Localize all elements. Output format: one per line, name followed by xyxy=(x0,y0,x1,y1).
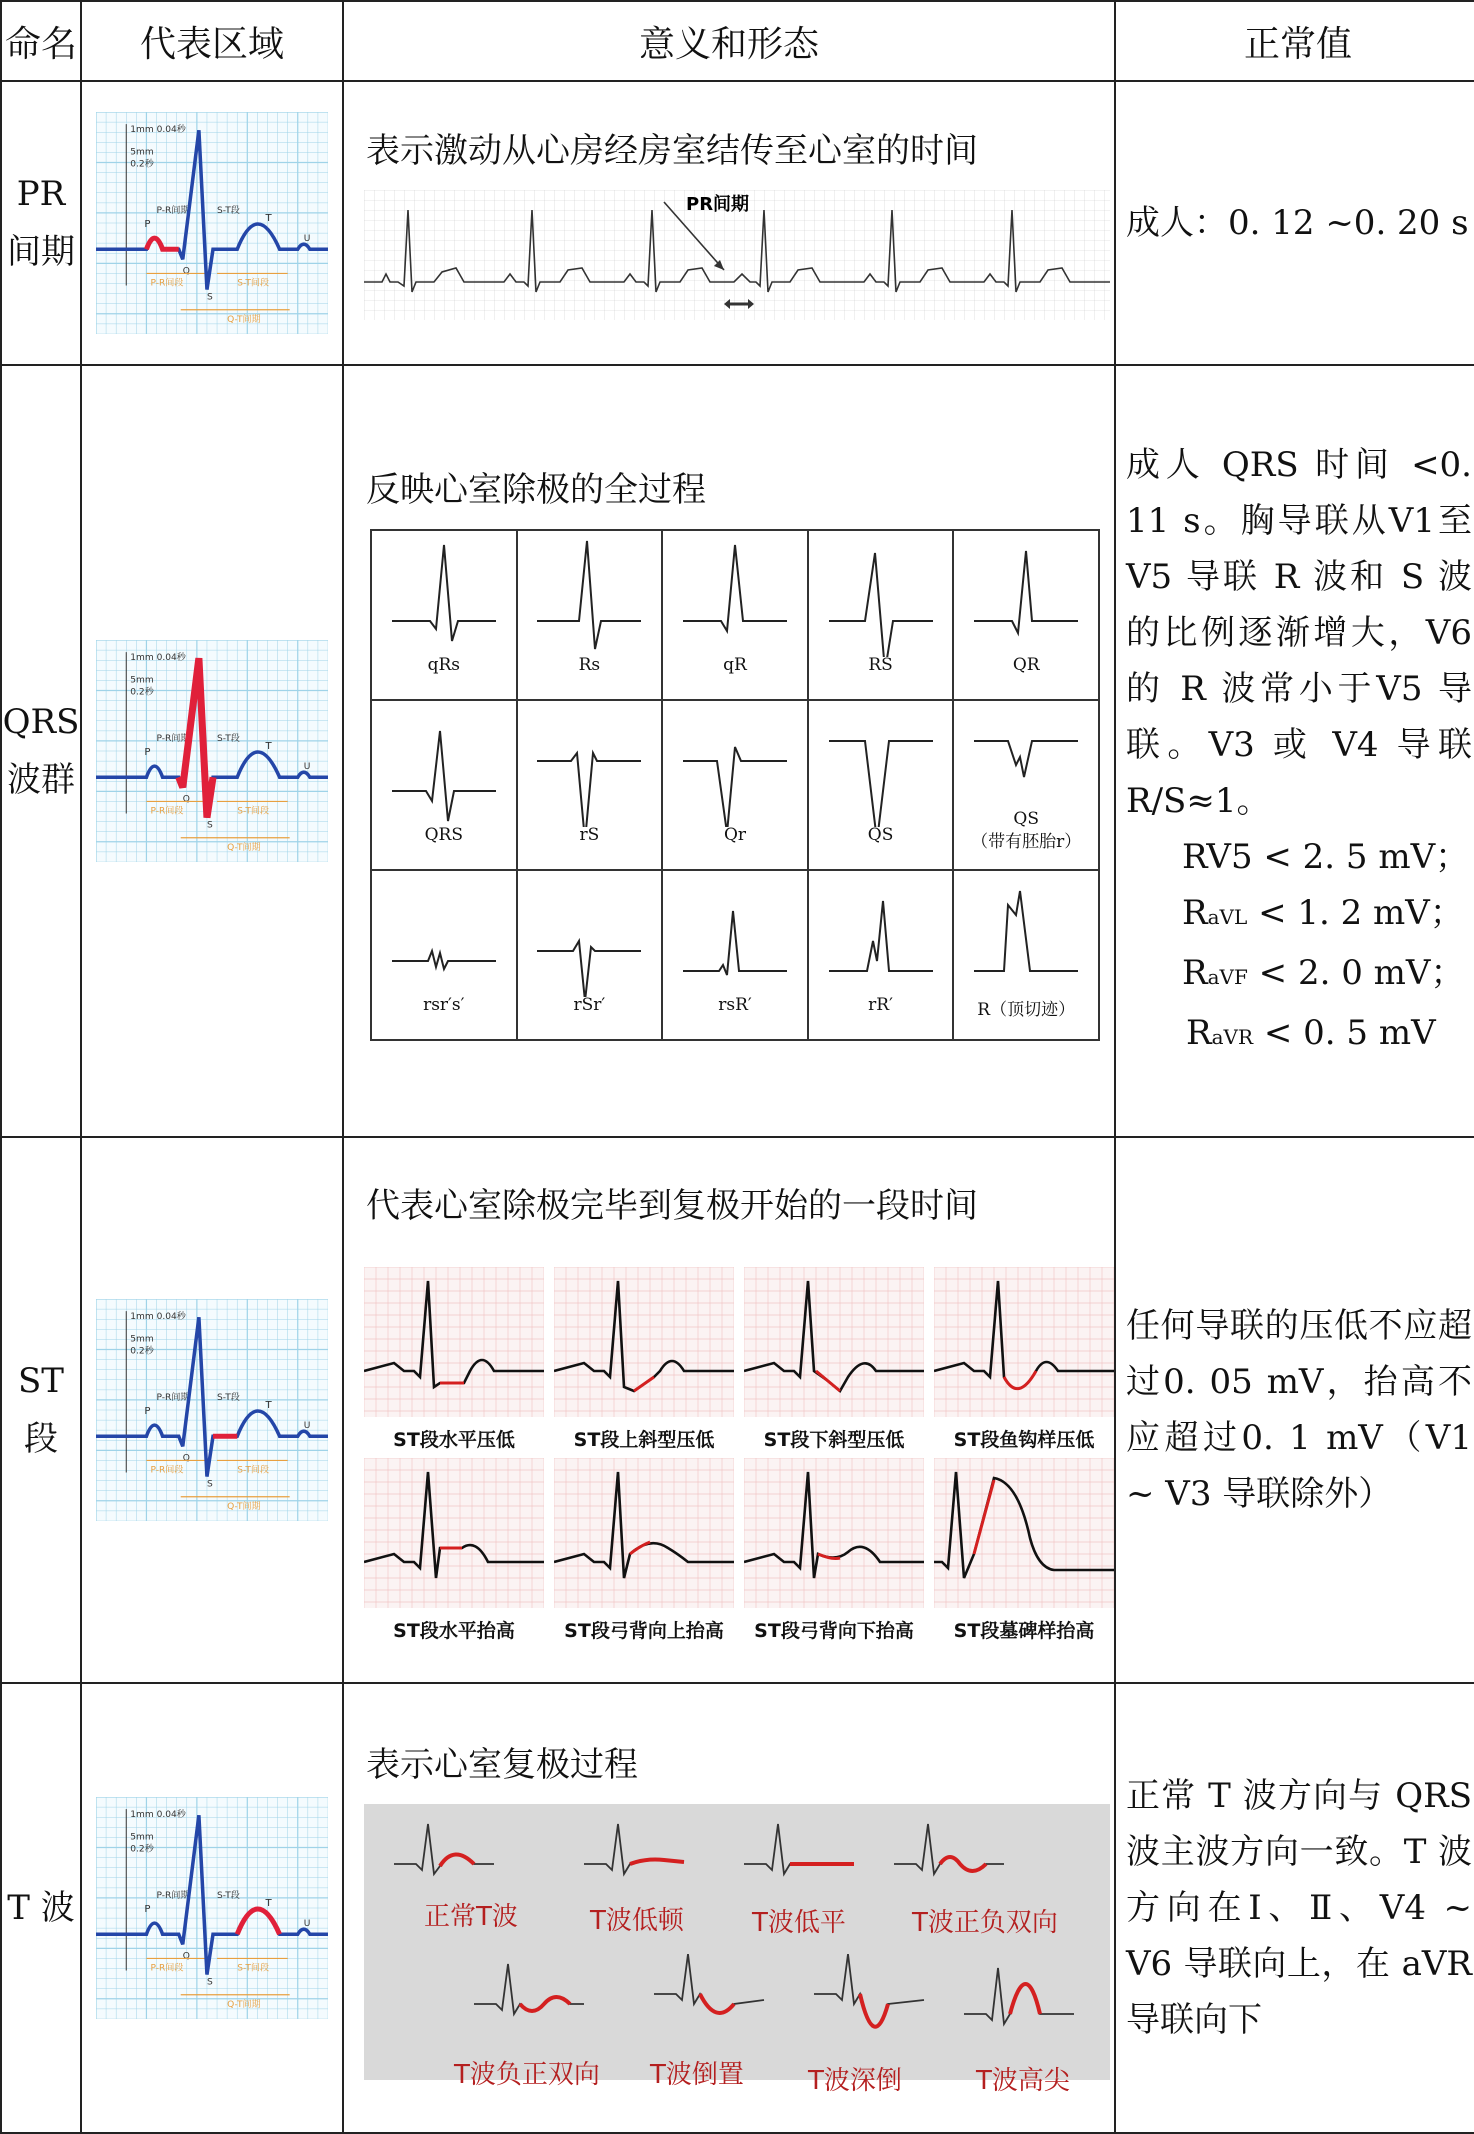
qrs-shape-label: rsr′s′ xyxy=(423,994,465,1015)
svg-text:Q-T间期: Q-T间期 xyxy=(227,842,261,853)
svg-text:S-T间段: S-T间段 xyxy=(237,806,270,817)
st-morphology-label: ST段水平压低 xyxy=(393,1428,515,1451)
region-qrs xyxy=(81,365,343,1137)
st-morphology-cell xyxy=(934,1458,1114,1643)
qrs-shape-cell xyxy=(371,870,517,1040)
svg-text:Q: Q xyxy=(182,794,190,805)
st-morphology-label: ST段鱼钩样压低 xyxy=(953,1428,1095,1451)
svg-text:P-R间期: P-R间期 xyxy=(156,1890,190,1901)
svg-text:U: U xyxy=(303,234,311,245)
st-morphology-cell xyxy=(934,1267,1114,1452)
t-wave-trace xyxy=(964,1954,1084,2064)
header-normal: 正常值 xyxy=(1115,1,1474,81)
qrs-normal-text: 成人 QRS 时间 <0. 11 s。胸导联从V1至V5 导联 R 波和 S 波的比例逐渐增大，V6 的 R 波常小于V5 导联。V3 或 V4 导联 R/S≈1。 xyxy=(1126,445,1472,821)
meaning-st xyxy=(343,1137,1115,1683)
svg-text:S: S xyxy=(206,820,213,831)
svg-text:Q-T间期: Q-T间期 xyxy=(227,314,261,325)
svg-text:S: S xyxy=(206,292,213,303)
qrs-shape-cell xyxy=(808,530,954,700)
row-t xyxy=(1,1683,1474,2133)
t-wave-label: T波正负双向 xyxy=(912,1907,1058,1938)
st-morphology-cell xyxy=(554,1267,734,1452)
svg-text:Q: Q xyxy=(182,1453,190,1464)
st-morphology-label: ST段墓碑样抬高 xyxy=(953,1619,1095,1642)
st-morphology-label: ST段水平抬高 xyxy=(393,1619,515,1642)
svg-text:Q: Q xyxy=(182,1951,190,1962)
name-pr: PR 间期 xyxy=(1,81,81,365)
qrs-shape-label: QS xyxy=(867,824,894,845)
region-t xyxy=(81,1683,343,2133)
qrs-shape-cell xyxy=(517,530,663,700)
ecg-thumbnail xyxy=(82,640,342,862)
t-wave-label: T波高尖 xyxy=(976,2065,1070,2096)
t-wave-label: 正常T波 xyxy=(424,1901,518,1932)
desc-qrs: 反映心室除极的全过程 xyxy=(366,469,706,510)
svg-text:U: U xyxy=(303,762,311,773)
st-morphology-label: ST段弓背向上抬高 xyxy=(564,1619,724,1642)
t-wave-label: T波倒置 xyxy=(650,2059,744,2090)
qrs-shape-label: rsR′ xyxy=(718,994,752,1015)
svg-text:1mm 0.04秒: 1mm 0.04秒 xyxy=(130,1810,186,1821)
t-wave-trace xyxy=(654,1954,774,2064)
svg-text:P-R间期: P-R间期 xyxy=(156,205,190,216)
st-morphology-cell xyxy=(744,1458,924,1643)
meaning-pr xyxy=(343,81,1115,365)
qrs-shape-label: rS xyxy=(579,824,600,845)
desc-st: 代表心室除极完毕到复极开始的一段时间 xyxy=(366,1185,978,1226)
svg-text:0.2秒: 0.2秒 xyxy=(130,159,154,170)
svg-text:Q-T间期: Q-T间期 xyxy=(227,1999,261,2010)
normal-t: 正常 T 波方向与 QRS 波主波方向一致。T 波方向在Ⅰ、Ⅱ、V4 ~ V6 导联向上，在 aVR 导联向下 xyxy=(1115,1683,1474,2133)
name-st: ST 段 xyxy=(1,1137,81,1683)
svg-text:T: T xyxy=(265,740,272,752)
normal-qrs xyxy=(1115,365,1474,1137)
qrs-shape-cell xyxy=(808,870,954,1040)
normal-pr: 成人：0. 12 ~0. 20 s xyxy=(1115,81,1474,365)
qrs-shape-label: Qr xyxy=(723,824,747,845)
svg-text:S: S xyxy=(206,1977,213,1988)
st-morphology-label: ST段下斜型压低 xyxy=(763,1428,905,1451)
st-morphology-cell xyxy=(364,1458,544,1643)
svg-text:P-R间段: P-R间段 xyxy=(150,1465,184,1476)
qrs-morphology-grid xyxy=(370,529,1100,1041)
svg-text:5mm: 5mm xyxy=(130,1832,154,1843)
svg-text:T: T xyxy=(265,212,272,224)
svg-text:P: P xyxy=(144,219,151,231)
svg-text:S-T间段: S-T间段 xyxy=(237,278,270,289)
svg-text:S-T间段: S-T间段 xyxy=(237,1465,270,1476)
qrs-shape-label: rR′ xyxy=(868,994,893,1015)
svg-text:P-R间段: P-R间段 xyxy=(150,278,184,289)
qrs-ravl: RaVL < 1. 2 mV； xyxy=(1182,893,1464,933)
svg-text:P: P xyxy=(144,1904,151,1916)
qrs-shape-label: rSr′ xyxy=(573,994,606,1015)
t-wave-panel xyxy=(364,1804,1110,2096)
t-wave-trace xyxy=(814,1954,934,2064)
svg-text:P-R间期: P-R间期 xyxy=(156,1392,190,1403)
row-st xyxy=(1,1137,1474,1683)
row-qrs xyxy=(1,365,1474,1137)
svg-text:P-R间段: P-R间段 xyxy=(150,806,184,817)
qrs-shape-cell xyxy=(953,700,1099,870)
qrs-shape-cell xyxy=(517,700,663,870)
name-qrs: QRS 波群 xyxy=(1,365,81,1137)
svg-text:0.2秒: 0.2秒 xyxy=(130,1346,154,1357)
qrs-shape-label: QS xyxy=(1013,808,1039,829)
qrs-ravf: RaVF < 2. 0 mV； xyxy=(1182,953,1465,993)
t-wave-label: T波低顿 xyxy=(590,1905,684,1936)
pr-strip-label: PR间期 xyxy=(686,193,750,215)
qrs-shape-label: qRs xyxy=(427,654,460,675)
qrs-shape-cell xyxy=(371,530,517,700)
normal-st: 任何导联的压低不应超过0. 05 mV，抬高不应超过0. 1 mV（V1 ~ V3 导联除外） xyxy=(1115,1137,1474,1683)
svg-text:U: U xyxy=(303,1421,311,1432)
svg-text:P-R间段: P-R间段 xyxy=(150,1963,184,1974)
qrs-shape-cell xyxy=(517,870,663,1040)
qs-note: （带有胚胎r） xyxy=(971,831,1082,852)
qrs-shape-cell xyxy=(371,700,517,870)
svg-text:S-T段: S-T段 xyxy=(217,1890,240,1901)
region-pr xyxy=(81,81,343,365)
t-wave-label: T波低平 xyxy=(752,1907,846,1938)
qrs-shape-label: QR xyxy=(1012,654,1040,675)
ecg-thumbnail xyxy=(82,112,342,334)
t-wave-label: T波负正双向 xyxy=(454,2059,600,2090)
qrs-shape-label: QRS xyxy=(424,824,463,845)
header-region: 代表区域 xyxy=(81,1,343,81)
svg-text:T: T xyxy=(265,1897,272,1909)
svg-text:S: S xyxy=(206,1479,213,1490)
st-morphology-label: ST段上斜型压低 xyxy=(573,1428,715,1451)
svg-text:0.2秒: 0.2秒 xyxy=(130,1844,154,1855)
st-morphology-grid xyxy=(364,1267,1114,1643)
svg-text:P: P xyxy=(144,747,151,759)
qrs-shape-cell xyxy=(662,700,808,870)
qrs-shape-label: R（顶切迹） xyxy=(977,999,1076,1020)
region-st xyxy=(81,1137,343,1683)
svg-text:S-T间段: S-T间段 xyxy=(237,1963,270,1974)
st-morphology-cell xyxy=(744,1267,924,1452)
qrs-shape-label: qR xyxy=(723,654,747,675)
svg-text:1mm 0.04秒: 1mm 0.04秒 xyxy=(130,1312,186,1323)
qrs-shape-label: Rs xyxy=(578,654,601,675)
st-morphology-cell xyxy=(364,1267,544,1452)
svg-text:Q-T间期: Q-T间期 xyxy=(227,1501,261,1512)
svg-text:T: T xyxy=(265,1399,272,1411)
qrs-shape-cell xyxy=(662,870,808,1040)
qrs-shape-cell xyxy=(808,700,954,870)
ecg-thumbnail xyxy=(82,1797,342,2019)
ecg-thumbnail xyxy=(82,1299,342,1521)
desc-pr: 表示激动从心房经房室结传至心室的时间 xyxy=(366,130,978,171)
svg-text:5mm: 5mm xyxy=(130,147,154,158)
qrs-shape-cell xyxy=(953,530,1099,700)
t-wave-label: T波深倒 xyxy=(808,2065,902,2096)
meaning-t xyxy=(343,1683,1115,2133)
header-row xyxy=(1,1,1474,81)
qrs-rv5: RV5 < 2. 5 mV； xyxy=(1182,837,1470,877)
name-t: T 波 xyxy=(1,1683,81,2133)
svg-text:S-T段: S-T段 xyxy=(217,1392,240,1403)
svg-text:U: U xyxy=(303,1919,311,1930)
qrs-shape-cell xyxy=(953,870,1099,1040)
svg-text:1mm 0.04秒: 1mm 0.04秒 xyxy=(130,653,186,664)
st-morphology-label: ST段弓背向下抬高 xyxy=(754,1619,914,1642)
svg-text:5mm: 5mm xyxy=(130,1334,154,1345)
svg-text:0.2秒: 0.2秒 xyxy=(130,687,154,698)
svg-text:5mm: 5mm xyxy=(130,675,154,686)
qrs-shape-label: RS xyxy=(868,654,893,675)
meaning-qrs xyxy=(343,365,1115,1137)
qrs-shape-cell xyxy=(662,530,808,700)
svg-text:P-R间期: P-R间期 xyxy=(156,733,190,744)
header-meaning: 意义和形态 xyxy=(343,1,1115,81)
svg-text:P: P xyxy=(144,1406,151,1418)
pr-ecg-strip xyxy=(364,190,1110,320)
row-pr xyxy=(1,81,1474,365)
t-wave-trace xyxy=(474,1954,594,2064)
svg-text:Q: Q xyxy=(182,266,190,277)
desc-t: 表示心室复极过程 xyxy=(366,1744,638,1785)
svg-text:S-T段: S-T段 xyxy=(217,205,240,216)
svg-text:S-T段: S-T段 xyxy=(217,733,240,744)
header-name: 命名 xyxy=(1,1,81,81)
st-morphology-cell xyxy=(554,1458,734,1643)
svg-text:1mm 0.04秒: 1mm 0.04秒 xyxy=(130,125,186,136)
qrs-ravr: RaVR < 0. 5 mV xyxy=(1186,1013,1436,1053)
